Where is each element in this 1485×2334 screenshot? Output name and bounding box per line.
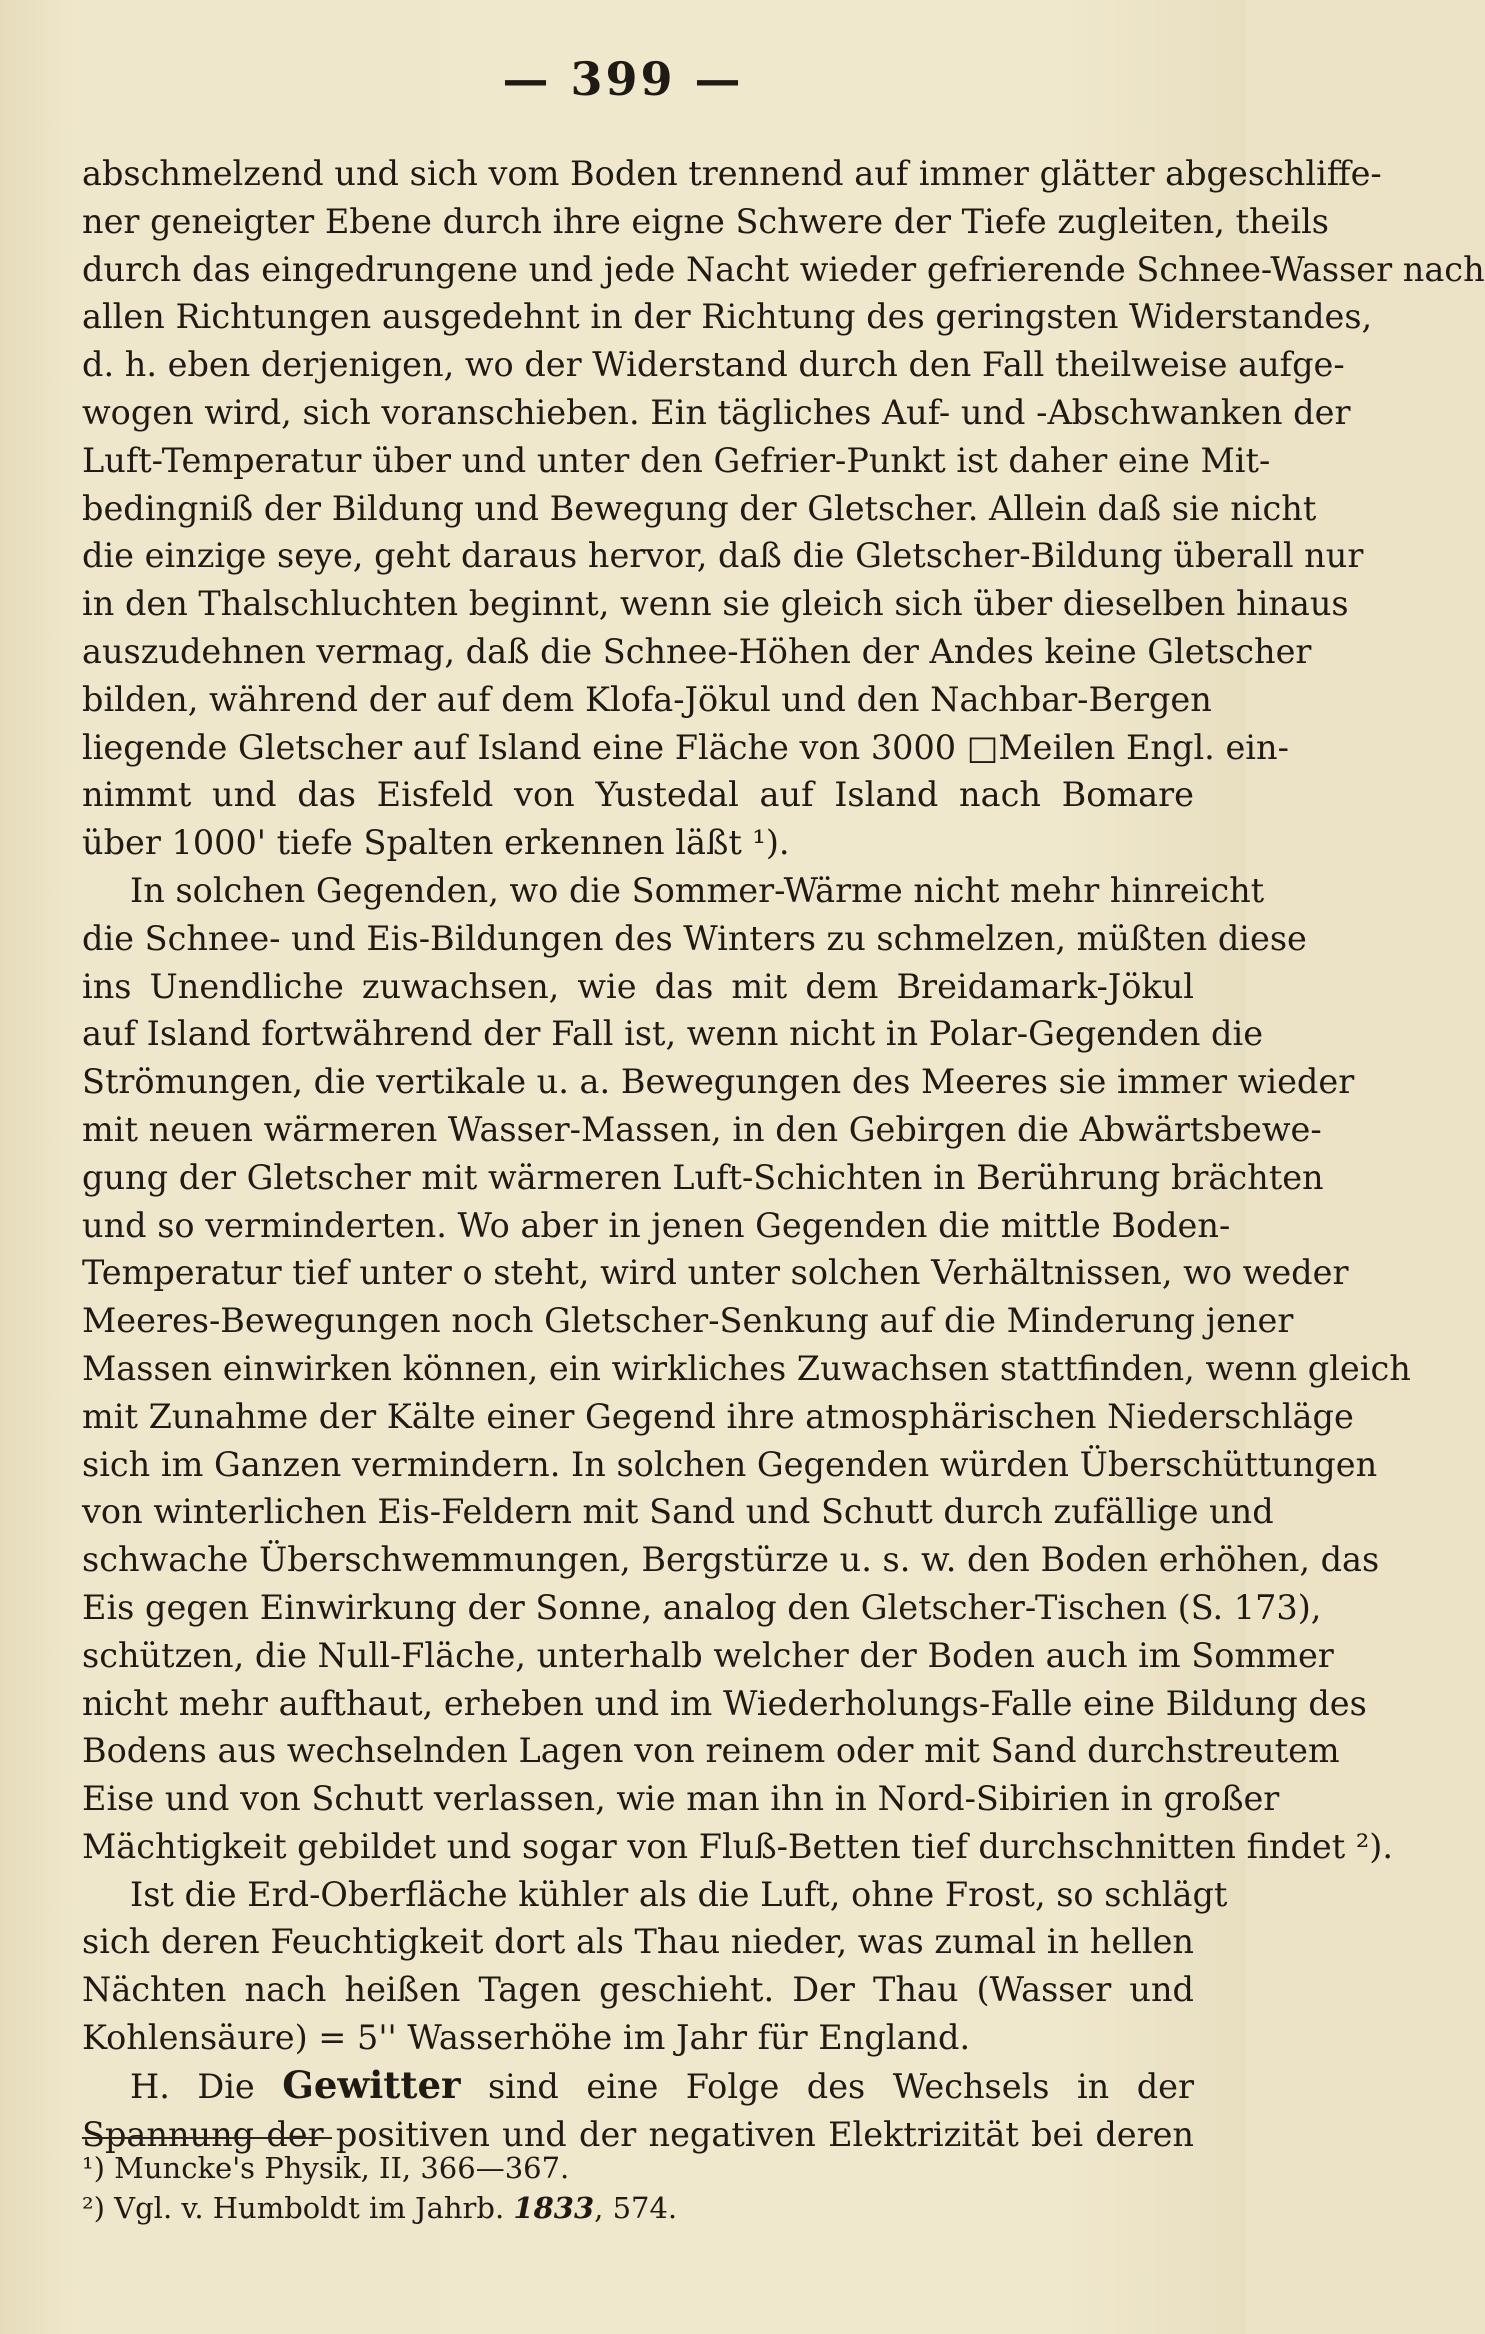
page-number: — 399 —	[502, 52, 744, 106]
footnote-text: Vgl. v. Humboldt im Jahrb.	[114, 2191, 505, 2225]
text-line: abschmelzend und sich vom Boden trennend auf immer glätter abgeschliffe-	[82, 154, 1382, 193]
text-line: Luft-Temperatur über und unter den Gefrier-Punkt ist daher eine Mit-	[82, 440, 1271, 480]
text-line: bedingniß der Bildung und Bewegung der Gletscher. Allein daß sie nicht	[82, 488, 1317, 528]
section-marker: H.	[130, 2066, 170, 2106]
text-line: Eise und von Schutt verlassen, wie man ihn in Nord-Sibirien in großer	[82, 1779, 1280, 1819]
text-line: in den Thalschluchten beginnt, wenn sie gleich sich über dieselben hinaus	[82, 584, 1349, 624]
footnote-number: ¹)	[82, 2151, 105, 2185]
text-line: auszudehnen vermag, daß die Schnee-Höhen der Andes keine Gletscher	[82, 631, 1312, 671]
footnote-text: Muncke's Physik, II, 366—367.	[114, 2151, 570, 2185]
text-line: ins Unendliche zuwachsen, wie das mit dem Breidamark-Jökul	[82, 966, 1194, 1006]
text-line: sich deren Feuchtigkeit dort als Thau nieder, was zumal in hellen	[82, 1922, 1194, 1962]
text-line: allen Richtungen ausgedehnt in der Richtung des geringsten Widerstandes,	[82, 297, 1373, 337]
text-line: Bodens aus wechselnden Lagen von reinem oder mit Sand durchstreutem	[82, 1731, 1340, 1771]
text-line: die Schnee- und Eis-Bildungen des Winters zu schmelzen, müßten diese	[82, 918, 1307, 958]
paragraph-2	[82, 867, 1411, 1871]
text-line: nicht mehr aufthaut, erheben und im Wiederholungs-Falle eine Bildung des	[82, 1683, 1367, 1723]
section-keyword: Gewitter	[282, 2062, 461, 2107]
text-line: Eis gegen Einwirkung der Sonne, analog den Gletscher-Tischen (S. 173),	[82, 1587, 1322, 1627]
text-line: sich im Ganzen vermindern. In solchen Gegenden würden Überschüttungen	[82, 1444, 1378, 1484]
text-line: die einzige seye, geht daraus hervor, daß die Gletscher-Bildung überall nur	[82, 536, 1364, 576]
text-line: wogen wird, sich voranschieben. Ein tägliches Auf- und -Abschwanken der	[82, 392, 1351, 432]
text-line: bilden, während der auf dem Klofa-Jökul und den Nachbar-Bergen	[82, 679, 1212, 719]
text-line: Kohlensäure) = 5'' Wasserhöhe im Jahr für England.	[82, 2018, 971, 2058]
footnotes	[82, 2148, 677, 2228]
section-pre: Die	[197, 2066, 255, 2106]
text-line: d. h. eben derjenigen, wo der Widerstand durch den Fall theilweise aufge-	[82, 345, 1345, 385]
text-line: Spannung der positiven und der negativen Elektrizität bei deren	[82, 2114, 1194, 2154]
text-line: Mächtigkeit gebildet und sogar von Fluß-Betten tief durchschnitten findet ²).	[82, 1826, 1394, 1866]
text-line: Ist die Erd-Oberfläche kühler als die Luft, ohne Frost, so schlägt	[130, 1874, 1228, 1914]
text-line: mit Zunahme der Kälte einer Gegend ihre atmosphärischen Niederschläge	[82, 1396, 1354, 1436]
text-line: auf Island fortwährend der Fall ist, wenn nicht in Polar-Gegenden die	[82, 1014, 1264, 1054]
paragraph-3	[82, 1871, 1228, 2062]
text-line: von winterlichen Eis-Feldern mit Sand und Schutt durch zufällige und	[82, 1492, 1274, 1532]
footnote-number: ²)	[82, 2191, 105, 2225]
text-line: In solchen Gegenden, wo die Sommer-Wärme nicht mehr hinreicht	[130, 870, 1265, 910]
text-line: Temperatur tief unter o steht, wird unter solchen Verhältnissen, wo weder	[82, 1253, 1349, 1293]
footnote-2	[82, 2188, 677, 2228]
text-line: über 1000' tiefe Spalten erkennen läßt ¹).	[82, 823, 790, 863]
text-line: Meeres-Bewegungen noch Gletscher-Senkung auf die Minderung jener	[82, 1301, 1294, 1341]
text-line: durch das eingedrungene und jede Nacht wieder gefrierende Schnee-Wasser nach	[82, 249, 1485, 289]
text-line: nimmt und das Eisfeld von Yustedal auf Island nach Bomare	[82, 775, 1194, 815]
footnote-text-after: , 574.	[594, 2191, 678, 2225]
text-line: und so verminderten. Wo aber in jenen Gegenden die mittle Boden-	[82, 1205, 1231, 1245]
body-text	[82, 150, 1485, 2158]
text-line: liegende Gletscher auf Island eine Fläche von 3000 □Meilen Engl. ein-	[82, 727, 1289, 767]
text-line: Strömungen, die vertikale u. a. Bewegungen des Meeres sie immer wieder	[82, 1062, 1355, 1102]
section-line1-rest: sind eine Folge des Wechsels in der	[487, 2066, 1194, 2106]
text-line: Massen einwirken können, ein wirkliches Zuwachsen stattfinden, wenn gleich	[82, 1348, 1411, 1388]
paragraph-1	[82, 150, 1485, 867]
text-line: Nächten nach heißen Tagen geschieht. Der Thau (Wasser und	[82, 1970, 1194, 2010]
text-line: gung der Gletscher mit wärmeren Luft-Schichten in Berührung brächten	[82, 1157, 1324, 1197]
text-line: ner geneigter Ebene durch ihre eigne Schwere der Tiefe zugleiten, theils	[82, 201, 1329, 241]
footnote-1	[82, 2148, 677, 2188]
footnote-year: 1833	[513, 2191, 595, 2225]
footnote-rule	[82, 2137, 332, 2139]
text-line: mit neuen wärmeren Wasser-Massen, in den Gebirgen die Abwärtsbewe-	[82, 1109, 1322, 1149]
text-line	[82, 2062, 1194, 2111]
text-line: schwache Überschwemmungen, Bergstürze u. s. w. den Boden erhöhen, das	[82, 1540, 1380, 1580]
section-h-paragraph	[82, 2062, 1194, 2159]
text-line: schützen, die Null-Fläche, unterhalb welcher der Boden auch im Sommer	[82, 1635, 1334, 1675]
